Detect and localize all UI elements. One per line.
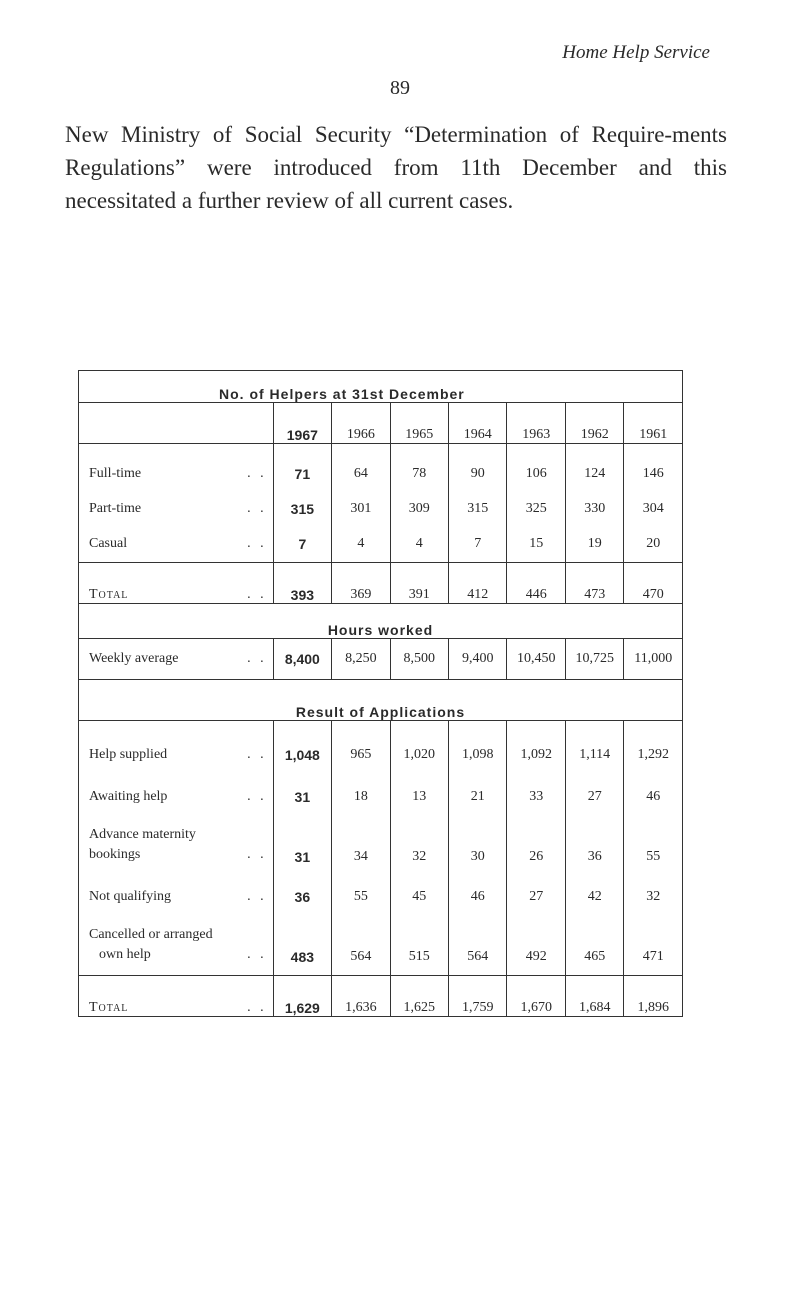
cell: 473	[565, 563, 623, 604]
cell: 8,250	[332, 639, 390, 680]
cell: 564	[332, 905, 390, 965]
leader-dots: . .	[247, 1000, 267, 1015]
cell: 4	[332, 517, 390, 552]
cell: 13	[390, 763, 448, 805]
row-label: Awaiting help	[89, 789, 168, 804]
cell: 8,500	[390, 639, 448, 680]
cell: 483	[273, 905, 331, 965]
cell: 33	[507, 763, 565, 805]
cell: 1,636	[332, 976, 390, 1017]
cell: 315	[273, 482, 331, 517]
leader-dots: . .	[247, 587, 267, 602]
row-label: Total	[89, 1000, 129, 1015]
helpers-table	[78, 370, 683, 1017]
leader-dots: . .	[247, 651, 267, 666]
table-row-full-time	[79, 444, 683, 483]
cell: 30	[449, 805, 507, 865]
leader-dots: . .	[247, 947, 267, 962]
year-header: 1966	[332, 403, 390, 444]
cell: 4	[390, 517, 448, 552]
cell: 42	[565, 865, 623, 905]
cell: 330	[565, 482, 623, 517]
leader-dots: . .	[247, 789, 267, 804]
running-head: Home Help Service	[562, 42, 710, 63]
leader-dots: . .	[247, 747, 267, 762]
year-header-row	[79, 403, 683, 444]
cell: 1,114	[565, 721, 623, 764]
table-row-help-supplied	[79, 721, 683, 764]
table-row-weekly-average	[79, 639, 683, 680]
cell: 1,020	[390, 721, 448, 764]
cell: 55	[624, 805, 683, 865]
cell: 36	[273, 865, 331, 905]
cell: 7	[273, 517, 331, 552]
cell: 8,400	[273, 639, 331, 680]
cell: 301	[332, 482, 390, 517]
cell: 1,896	[624, 976, 683, 1017]
section-heading-helpers	[79, 371, 683, 403]
cell: 36	[565, 805, 623, 865]
cell: 124	[565, 444, 623, 483]
year-header: 1967	[273, 403, 331, 444]
cell: 55	[332, 865, 390, 905]
cell: 15	[507, 517, 565, 552]
leader-dots: . .	[247, 847, 267, 862]
spacer-row	[79, 965, 683, 976]
cell: 27	[565, 763, 623, 805]
table-row-awaiting-help	[79, 763, 683, 805]
cell: 471	[624, 905, 683, 965]
table-row-total-helpers	[79, 563, 683, 604]
cell: 315	[449, 482, 507, 517]
cell: 1,759	[449, 976, 507, 1017]
cell: 492	[507, 905, 565, 965]
cell: 19	[565, 517, 623, 552]
section-heading-applications	[79, 680, 683, 721]
row-label: Not qualifying	[89, 889, 172, 904]
cell: 564	[449, 905, 507, 965]
cell: 71	[273, 444, 331, 483]
cell: 46	[624, 763, 683, 805]
table-row-not-qualifying	[79, 865, 683, 905]
cell: 515	[390, 905, 448, 965]
row-label-line1: Advance maternity	[89, 827, 196, 842]
cell: 21	[449, 763, 507, 805]
cell: 46	[449, 865, 507, 905]
cell: 146	[624, 444, 683, 483]
table-row-casual	[79, 517, 683, 552]
cell: 325	[507, 482, 565, 517]
cell: 10,725	[565, 639, 623, 680]
cell: 64	[332, 444, 390, 483]
cell: 31	[273, 763, 331, 805]
spacer-row	[79, 552, 683, 563]
leader-dots: . .	[247, 889, 267, 904]
heading-applications: Result of Applications	[79, 680, 683, 721]
year-header: 1962	[565, 403, 623, 444]
cell: 393	[273, 563, 331, 604]
cell: 20	[624, 517, 683, 552]
table-row-cancelled	[79, 905, 683, 965]
row-label: Casual	[89, 536, 128, 551]
heading-hours: Hours worked	[79, 604, 683, 639]
year-header: 1965	[390, 403, 448, 444]
cell: 470	[624, 563, 683, 604]
cell: 412	[449, 563, 507, 604]
cell: 11,000	[624, 639, 683, 680]
cell: 10,450	[507, 639, 565, 680]
table-row-advance-maternity	[79, 805, 683, 865]
cell: 1,684	[565, 976, 623, 1017]
cell: 1,292	[624, 721, 683, 764]
table-row-total-applications	[79, 976, 683, 1017]
cell: 309	[390, 482, 448, 517]
cell: 26	[507, 805, 565, 865]
section-heading-hours	[79, 604, 683, 639]
cell: 45	[390, 865, 448, 905]
cell: 18	[332, 763, 390, 805]
cell: 78	[390, 444, 448, 483]
cell: 27	[507, 865, 565, 905]
cell: 1,048	[273, 721, 331, 764]
table-row-part-time	[79, 482, 683, 517]
row-label: bookings	[89, 847, 141, 862]
row-label: Part-time	[89, 501, 142, 516]
leader-dots: . .	[247, 501, 267, 516]
cell: 1,670	[507, 976, 565, 1017]
cell: 90	[449, 444, 507, 483]
cell: 32	[390, 805, 448, 865]
cell: 391	[390, 563, 448, 604]
cell: 1,092	[507, 721, 565, 764]
cell: 965	[332, 721, 390, 764]
row-label: own help	[99, 947, 151, 962]
row-label: Help supplied	[89, 747, 168, 762]
cell: 446	[507, 563, 565, 604]
heading-helpers: No. of Helpers at 31st December	[79, 371, 683, 403]
year-header: 1963	[507, 403, 565, 444]
row-label: Full-time	[89, 466, 142, 481]
leader-dots: . .	[247, 466, 267, 481]
cell: 106	[507, 444, 565, 483]
cell: 369	[332, 563, 390, 604]
row-label: Weekly average	[89, 651, 179, 666]
cell: 1,629	[273, 976, 331, 1017]
leader-dots: . .	[247, 536, 267, 551]
row-label: Total	[89, 587, 129, 602]
blank-header-cell	[79, 403, 274, 444]
page-number: 89	[390, 77, 410, 99]
row-label-line1: Cancelled or arranged	[89, 927, 213, 942]
cell: 34	[332, 805, 390, 865]
year-header: 1964	[449, 403, 507, 444]
cell: 7	[449, 517, 507, 552]
cell: 1,098	[449, 721, 507, 764]
cell: 465	[565, 905, 623, 965]
cell: 32	[624, 865, 683, 905]
intro-paragraph: New Ministry of Social Security “Determination of Require-ments Regulations” were introduced from 11th December and this necessitated a further review of all current cases.	[65, 122, 727, 213]
cell: 304	[624, 482, 683, 517]
cell: 9,400	[449, 639, 507, 680]
year-header: 1961	[624, 403, 683, 444]
cell: 31	[273, 805, 331, 865]
cell: 1,625	[390, 976, 448, 1017]
